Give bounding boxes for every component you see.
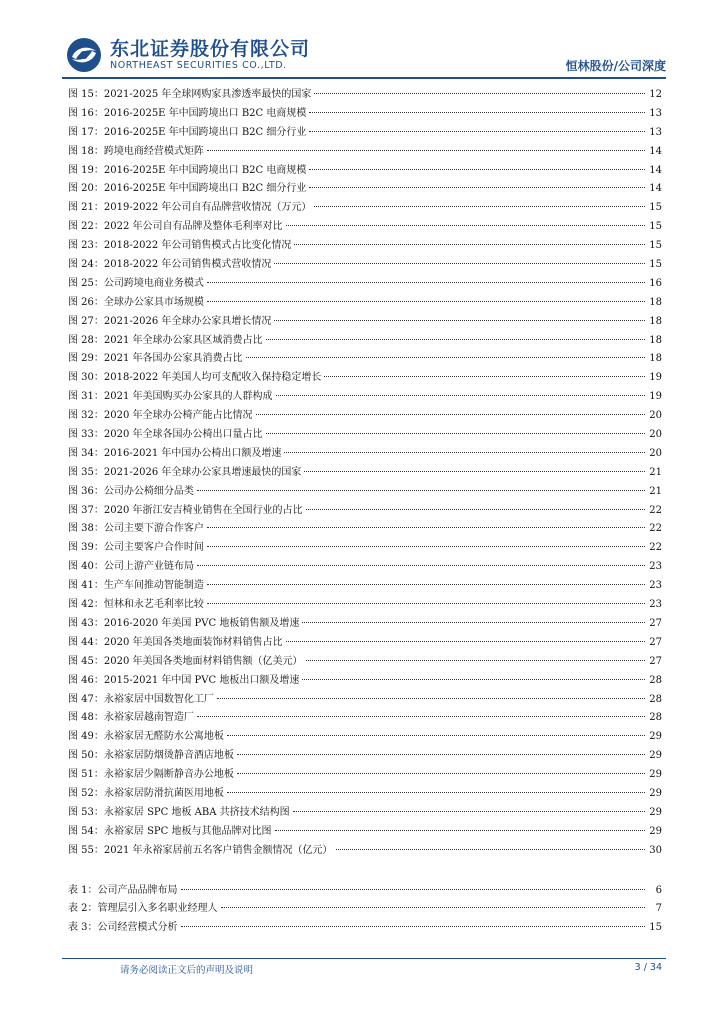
toc-figure-row[interactable] [68,256,662,275]
toc-figure-row[interactable] [68,199,662,218]
dot-leader [324,376,645,377]
dot-leader [221,907,645,908]
dot-leader [302,622,645,623]
toc-figure-row[interactable] [68,539,662,558]
toc-figure-row[interactable] [68,426,662,445]
toc-entry-page: 20 [649,447,662,459]
toc-figure-row[interactable] [68,294,662,313]
toc-entry-label: 图 20：2016-2025E 年中国跨境出口 B2C 细分行业 [68,183,307,195]
dot-leader [207,546,645,547]
dot-leader [274,320,645,321]
toc-entry-page: 12 [649,89,662,100]
dot-leader [286,641,645,642]
toc-figure-row[interactable] [68,162,662,181]
toc-figure-row[interactable] [68,709,662,728]
toc-entry-page: 29 [649,731,662,743]
toc-entry-label: 图 38：公司主要下游合作客户 [68,523,204,535]
toc-entry-page: 15 [649,202,662,214]
toc-entry-page: 6 [655,884,662,896]
dot-leader [302,679,645,680]
dot-leader [309,112,645,113]
report-tag: 恒林股份/公司深度 [565,59,666,73]
dot-leader [314,93,645,94]
toc-figure-row[interactable] [68,445,662,464]
toc-figure-row[interactable] [68,766,662,785]
toc-entry-label: 图 45：2020 年美国各类地面材料销售额（亿美元） [68,655,303,667]
toc-figure-row[interactable] [68,464,662,483]
toc-entry-page: 29 [649,769,662,781]
toc-entry-page: 27 [649,655,662,667]
toc-entry-page: 19 [649,391,662,403]
dot-leader [237,773,645,774]
toc-figure-row[interactable] [68,483,662,502]
toc-figure-row[interactable] [68,388,662,407]
table-list [68,882,662,939]
toc-entry-label: 图 50：永裕家居防烟烫静音酒店地板 [68,750,234,762]
toc-entry-page: 13 [649,126,662,138]
toc-entry-label: 图 15：2021-2025 年全球网购家具渗透率最快的国家 [68,89,312,100]
toc-entry-label: 表 1：公司产品品牌布局 [68,884,178,896]
toc-figure-row[interactable] [68,615,662,634]
toc-entry-label: 图 36：公司办公椅细分品类 [68,485,194,497]
toc-entry-label: 图 17：2016-2025E 年中国跨境出口 B2C 细分行业 [68,126,307,138]
toc-entry-label: 图 28：2021 年全球办公家具区域消费占比 [68,334,263,346]
toc-entry-page: 18 [649,353,662,365]
toc-entry-label: 图 47：永裕家居中国数智化工厂 [68,693,214,705]
toc-entry-page: 15 [649,922,662,934]
dot-leader [306,660,645,661]
toc-figure-row[interactable] [68,634,662,653]
toc-figure-row[interactable] [68,520,662,539]
toc-figure-row[interactable] [68,218,662,237]
dot-leader [336,849,645,850]
toc-figure-row[interactable] [68,350,662,369]
toc-entry-page: 23 [649,599,662,611]
toc-figure-row[interactable] [68,596,662,615]
dot-leader [197,716,645,717]
footer-divider [62,958,666,959]
toc-entry-label: 图 32：2020 年全球办公椅产能占比情况 [68,410,253,422]
toc-entry-label: 图 41：生产车间推动智能制造 [68,580,204,592]
toc-entry-page: 15 [649,240,662,252]
dot-leader [309,131,645,132]
toc-figure-row[interactable] [68,86,662,105]
toc-entry-label: 图 16：2016-2025E 年中国跨境出口 B2C 电商规模 [68,107,307,119]
toc-figure-row[interactable] [68,275,662,294]
dot-leader [276,395,645,396]
page-header [0,0,724,80]
toc-figure-row[interactable] [68,672,662,691]
table-of-contents [68,86,662,938]
toc-figure-row[interactable] [68,502,662,521]
toc-table-row[interactable] [68,882,662,901]
toc-figure-row[interactable] [68,105,662,124]
toc-entry-page: 22 [649,523,662,535]
toc-entry-page: 18 [649,334,662,346]
toc-entry-page: 20 [649,410,662,422]
toc-figure-row[interactable] [68,237,662,256]
header-divider [62,77,666,79]
toc-figure-row[interactable] [68,369,662,388]
toc-entry-label: 图 39：公司主要客户合作时间 [68,542,204,554]
dot-leader [266,433,645,434]
toc-entry-page: 29 [649,787,662,799]
toc-entry-page: 19 [649,372,662,384]
dot-leader [197,490,645,491]
toc-entry-page: 15 [649,221,662,233]
dot-leader [227,792,645,793]
dot-leader [284,452,645,453]
toc-entry-label: 图 21：2019-2022 年公司自有品牌营收情况（万元） [68,202,312,214]
toc-entry-label: 图 27：2021-2026 年全球办公家具增长情况 [68,315,272,327]
toc-entry-page: 27 [649,617,662,629]
toc-figure-row[interactable] [68,558,662,577]
toc-entry-label: 图 25：公司跨境电商业务模式 [68,277,204,289]
toc-entry-label: 图 51：永裕家居少隔断静音办公地板 [68,769,234,781]
toc-figure-row[interactable] [68,842,662,861]
toc-entry-page: 7 [655,903,662,915]
dot-leader [207,150,645,151]
toc-entry-label: 图 34：2016-2021 年中国办公椅出口额及增速 [68,447,282,459]
toc-entry-page: 18 [649,296,662,308]
dot-leader [207,584,645,585]
toc-entry-label: 图 22：2022 年公司自有品牌及整体毛利率对比 [68,221,283,233]
toc-entry-page: 15 [649,259,662,271]
dot-leader [309,187,645,188]
toc-entry-label: 图 37：2020 年浙江安吉椅业销售在全国行业的占比 [68,504,303,516]
toc-entry-page: 21 [649,485,662,497]
toc-figure-row[interactable] [68,407,662,426]
toc-entry-label: 表 2：管理层引入多名职业经理人 [68,903,218,915]
toc-entry-label: 图 43：2016-2020 年美国 PVC 地板销售额及增速 [68,617,300,629]
toc-figure-row[interactable] [68,313,662,332]
toc-entry-label: 图 23：2018-2022 年公司销售模式占比变化情况 [68,240,292,252]
dot-leader [207,603,645,604]
toc-entry-page: 27 [649,636,662,648]
toc-figure-row[interactable] [68,653,662,672]
dot-leader [266,339,645,340]
toc-entry-page: 16 [649,277,662,289]
dot-leader [293,811,645,812]
toc-figure-row[interactable] [68,332,662,351]
figure-list [68,86,662,861]
toc-entry-label: 图 46：2015-2021 年中国 PVC 地板出口额及增速 [68,674,300,686]
page-number: 3 / 34 [634,962,662,973]
toc-entry-label: 图 18：跨境电商经营模式矩阵 [68,145,204,157]
toc-figure-row[interactable] [68,180,662,199]
toc-table-row[interactable] [68,900,662,919]
dot-leader [314,206,645,207]
toc-entry-page: 20 [649,429,662,441]
footer-disclaimer: 请务必阅读正文后的声明及说明 [120,965,254,976]
toc-entry-label: 图 55：2021 年永裕家居前五名客户销售金额情况（亿元） [68,844,333,856]
dot-leader [309,169,645,170]
toc-entry-page: 14 [649,164,662,176]
toc-entry-page: 22 [649,542,662,554]
toc-entry-page: 30 [649,844,662,856]
dot-leader [207,282,645,283]
toc-figure-row[interactable] [68,823,662,842]
toc-entry-page: 28 [649,693,662,705]
toc-entry-page: 18 [649,315,662,327]
dot-leader [275,830,646,831]
toc-entry-label: 表 3：公司经营模式分析 [68,922,178,934]
toc-figure-row[interactable] [68,577,662,596]
toc-entry-label: 图 24：2018-2022 年公司销售模式营收情况 [68,259,272,271]
northeast-securities-logo [66,37,102,73]
toc-entry-label: 图 29：2021 年各国办公家具消费占比 [68,353,243,365]
toc-entry-page: 29 [649,825,662,837]
toc-entry-page: 13 [649,107,662,119]
toc-entry-label: 图 19：2016-2025E 年中国跨境出口 B2C 电商规模 [68,164,307,176]
toc-figure-row[interactable] [68,747,662,766]
toc-entry-label: 图 42：恒林和永艺毛利率比较 [68,599,204,611]
dot-leader [294,244,645,245]
dot-leader [181,889,645,890]
dot-leader [197,565,645,566]
dot-leader [227,735,645,736]
section-gap [68,861,662,882]
toc-entry-page: 28 [649,712,662,724]
dot-leader [274,263,645,264]
toc-figure-row[interactable] [68,691,662,710]
toc-entry-page: 23 [649,580,662,592]
dot-leader [237,754,645,755]
toc-entry-label: 图 52：永裕家居防滑抗菌医用地板 [68,787,224,799]
dot-leader [207,301,645,302]
toc-entry-label: 图 44：2020 年美国各类地面装饰材料销售占比 [68,636,283,648]
dot-leader [181,926,645,927]
brand-name-en: NORTHEAST SECURITIES CO.,LTD. [110,60,287,71]
dot-leader [306,509,645,510]
toc-entry-label: 图 49：永裕家居无醛防水公寓地板 [68,731,224,743]
toc-entry-page: 29 [649,750,662,762]
dot-leader [246,357,645,358]
toc-entry-page: 14 [649,183,662,195]
dot-leader [304,471,645,472]
toc-entry-label: 图 40：公司上游产业链布局 [68,561,194,573]
toc-entry-page: 22 [649,504,662,516]
brand-name-cn: 东北证券股份有限公司 [110,38,311,60]
toc-entry-label: 图 54：永裕家居 SPC 地板与其他品牌对比图 [68,825,272,837]
toc-figure-row[interactable] [68,804,662,823]
toc-entry-page: 23 [649,561,662,573]
toc-entry-label: 图 35：2021-2026 年全球办公家具增速最快的国家 [68,466,302,478]
toc-entry-page: 14 [649,145,662,157]
toc-figure-row[interactable] [68,124,662,143]
toc-entry-label: 图 48：永裕家居越南智造厂 [68,712,194,724]
toc-entry-label: 图 26：全球办公家具市场规模 [68,296,204,308]
toc-entry-page: 28 [649,674,662,686]
dot-leader [207,527,645,528]
toc-figure-row[interactable] [68,728,662,747]
toc-entry-label: 图 53：永裕家居 SPC 地板 ABA 共挤技术结构图 [68,806,290,818]
dot-leader [217,698,645,699]
toc-entry-label: 图 30：2018-2022 年美国人均可支配收入保持稳定增长 [68,372,322,384]
toc-figure-row[interactable] [68,143,662,162]
toc-entry-page: 29 [649,806,662,818]
toc-entry-label: 图 31：2021 年美国购买办公家具的人群构成 [68,391,273,403]
toc-entry-label: 图 33：2020 年全球各国办公椅出口量占比 [68,429,263,441]
toc-table-row[interactable] [68,919,662,938]
toc-entry-page: 21 [649,466,662,478]
dot-leader [286,225,645,226]
toc-figure-row[interactable] [68,785,662,804]
dot-leader [256,414,645,415]
